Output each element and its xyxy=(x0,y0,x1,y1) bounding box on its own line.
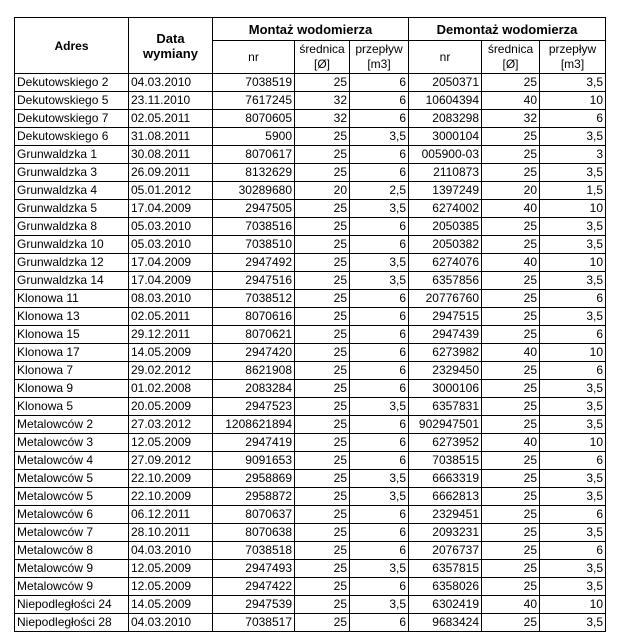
cell-demontaz-przeplyw: 6 xyxy=(540,110,606,128)
cell-montaz-srednica: 25 xyxy=(295,542,350,560)
table-row xyxy=(15,200,606,218)
cell-adres: Metalowców 7 xyxy=(15,524,129,542)
table-row xyxy=(15,182,606,200)
cell-montaz-nr: 8070637 xyxy=(213,506,295,524)
cell-montaz-przeplyw: 6 xyxy=(350,290,409,308)
cell-demontaz-nr: 2329450 xyxy=(409,362,482,380)
cell-demontaz-nr: 6357815 xyxy=(409,560,482,578)
cell-montaz-srednica: 25 xyxy=(295,218,350,236)
cell-montaz-srednica: 25 xyxy=(295,434,350,452)
cell-data: 22.10.2009 xyxy=(129,488,213,506)
cell-adres: Grunwaldzka 14 xyxy=(15,272,129,290)
cell-data: 06.12.2011 xyxy=(129,506,213,524)
cell-adres: Grunwaldzka 12 xyxy=(15,254,129,272)
cell-montaz-srednica: 25 xyxy=(295,128,350,146)
cell-data: 05.03.2010 xyxy=(129,236,213,254)
cell-montaz-przeplyw: 6 xyxy=(350,236,409,254)
cell-demontaz-srednica: 25 xyxy=(482,272,540,290)
cell-montaz-nr: 2947419 xyxy=(213,434,295,452)
header-adres: Adres xyxy=(15,18,129,74)
cell-demontaz-przeplyw: 6 xyxy=(540,362,606,380)
cell-demontaz-przeplyw: 3,5 xyxy=(540,74,606,92)
cell-demontaz-nr: 9683424 xyxy=(409,614,482,632)
header-demontaz: Demontaż wodomierza xyxy=(409,18,606,41)
cell-montaz-przeplyw: 6 xyxy=(350,362,409,380)
cell-demontaz-nr: 2329451 xyxy=(409,506,482,524)
cell-demontaz-przeplyw: 10 xyxy=(540,254,606,272)
cell-adres: Klonowa 11 xyxy=(15,290,129,308)
cell-montaz-przeplyw: 3,5 xyxy=(350,560,409,578)
cell-adres: Metalowców 6 xyxy=(15,506,129,524)
table-row xyxy=(15,128,606,146)
cell-montaz-srednica: 25 xyxy=(295,290,350,308)
cell-demontaz-srednica: 25 xyxy=(482,452,540,470)
cell-demontaz-przeplyw: 3,5 xyxy=(540,578,606,596)
cell-montaz-przeplyw: 6 xyxy=(350,164,409,182)
cell-montaz-nr: 2947493 xyxy=(213,560,295,578)
cell-montaz-srednica: 25 xyxy=(295,488,350,506)
table-row xyxy=(15,578,606,596)
cell-montaz-nr: 8070617 xyxy=(213,146,295,164)
cell-montaz-srednica: 25 xyxy=(295,146,350,164)
header-montaz-srednica: średnica [Ø] xyxy=(295,41,350,74)
cell-data: 23.11.2010 xyxy=(129,92,213,110)
cell-montaz-nr: 8070638 xyxy=(213,524,295,542)
header-montaz: Montaż wodomierza xyxy=(213,18,409,41)
cell-demontaz-srednica: 25 xyxy=(482,128,540,146)
cell-demontaz-srednica: 25 xyxy=(482,614,540,632)
cell-montaz-nr: 2947492 xyxy=(213,254,295,272)
cell-montaz-przeplyw: 3,5 xyxy=(350,254,409,272)
cell-montaz-przeplyw: 6 xyxy=(350,110,409,128)
cell-data: 20.05.2009 xyxy=(129,398,213,416)
table-row xyxy=(15,290,606,308)
cell-demontaz-nr: 2083298 xyxy=(409,110,482,128)
cell-demontaz-przeplyw: 6 xyxy=(540,452,606,470)
cell-data: 30.08.2011 xyxy=(129,146,213,164)
cell-demontaz-srednica: 40 xyxy=(482,200,540,218)
table-row xyxy=(15,236,606,254)
table-row xyxy=(15,326,606,344)
cell-data: 05.01.2012 xyxy=(129,182,213,200)
cell-montaz-srednica: 25 xyxy=(295,236,350,254)
cell-montaz-przeplyw: 3,5 xyxy=(350,128,409,146)
cell-montaz-przeplyw: 2,5 xyxy=(350,182,409,200)
cell-adres: Metalowców 4 xyxy=(15,452,129,470)
cell-montaz-przeplyw: 3,5 xyxy=(350,596,409,614)
cell-montaz-srednica: 25 xyxy=(295,452,350,470)
cell-montaz-srednica: 25 xyxy=(295,272,350,290)
cell-data: 29.12.2011 xyxy=(129,326,213,344)
cell-montaz-przeplyw: 6 xyxy=(350,74,409,92)
cell-data: 02.05.2011 xyxy=(129,308,213,326)
table-row xyxy=(15,434,606,452)
cell-data: 14.05.2009 xyxy=(129,344,213,362)
table-row xyxy=(15,308,606,326)
cell-demontaz-nr: 3000106 xyxy=(409,380,482,398)
cell-montaz-nr: 5900 xyxy=(213,128,295,146)
cell-adres: Klonowa 5 xyxy=(15,398,129,416)
cell-data: 04.03.2010 xyxy=(129,542,213,560)
cell-data: 26.09.2011 xyxy=(129,164,213,182)
cell-demontaz-srednica: 25 xyxy=(482,506,540,524)
cell-montaz-nr: 7038519 xyxy=(213,74,295,92)
cell-demontaz-nr: 6302419 xyxy=(409,596,482,614)
cell-data: 04.03.2010 xyxy=(129,74,213,92)
table-row xyxy=(15,74,606,92)
cell-demontaz-przeplyw: 10 xyxy=(540,434,606,452)
cell-demontaz-przeplyw: 10 xyxy=(540,344,606,362)
cell-montaz-przeplyw: 6 xyxy=(350,452,409,470)
cell-demontaz-srednica: 25 xyxy=(482,362,540,380)
cell-adres: Metalowców 2 xyxy=(15,416,129,434)
table-row xyxy=(15,92,606,110)
cell-data: 17.04.2009 xyxy=(129,200,213,218)
table-row xyxy=(15,272,606,290)
cell-montaz-nr: 2083284 xyxy=(213,380,295,398)
table-row xyxy=(15,416,606,434)
cell-montaz-srednica: 25 xyxy=(295,74,350,92)
cell-montaz-srednica: 25 xyxy=(295,470,350,488)
cell-montaz-nr: 2958872 xyxy=(213,488,295,506)
cell-demontaz-przeplyw: 10 xyxy=(540,92,606,110)
cell-data: 05.03.2010 xyxy=(129,218,213,236)
cell-data: 14.05.2009 xyxy=(129,596,213,614)
cell-montaz-nr: 2947516 xyxy=(213,272,295,290)
table-body xyxy=(15,74,606,632)
table-row xyxy=(15,614,606,632)
cell-montaz-srednica: 32 xyxy=(295,92,350,110)
cell-demontaz-srednica: 25 xyxy=(482,164,540,182)
cell-demontaz-srednica: 25 xyxy=(482,290,540,308)
cell-demontaz-nr: 6357831 xyxy=(409,398,482,416)
table-row xyxy=(15,542,606,560)
cell-demontaz-nr: 2110873 xyxy=(409,164,482,182)
cell-adres: Klonowa 9 xyxy=(15,380,129,398)
cell-montaz-srednica: 25 xyxy=(295,200,350,218)
cell-adres: Grunwaldzka 3 xyxy=(15,164,129,182)
cell-demontaz-nr: 005900-03 xyxy=(409,146,482,164)
cell-demontaz-nr: 6273982 xyxy=(409,344,482,362)
cell-adres: Grunwaldzka 4 xyxy=(15,182,129,200)
cell-montaz-srednica: 25 xyxy=(295,416,350,434)
cell-demontaz-srednica: 25 xyxy=(482,578,540,596)
header-montaz-przeplyw: przepływ [m3] xyxy=(350,41,409,74)
cell-data: 12.05.2009 xyxy=(129,560,213,578)
cell-montaz-srednica: 20 xyxy=(295,182,350,200)
cell-demontaz-przeplyw: 3,5 xyxy=(540,164,606,182)
cell-data: 28.10.2011 xyxy=(129,524,213,542)
cell-adres: Niepodległości 24 xyxy=(15,596,129,614)
cell-montaz-srednica: 25 xyxy=(295,344,350,362)
cell-data: 29.02.2012 xyxy=(129,362,213,380)
cell-demontaz-srednica: 40 xyxy=(482,92,540,110)
table-row xyxy=(15,488,606,506)
cell-demontaz-srednica: 25 xyxy=(482,380,540,398)
cell-montaz-przeplyw: 3,5 xyxy=(350,398,409,416)
cell-montaz-nr: 8621908 xyxy=(213,362,295,380)
cell-adres: Dekutowskiego 5 xyxy=(15,92,129,110)
cell-data: 12.05.2009 xyxy=(129,434,213,452)
table-row xyxy=(15,398,606,416)
table-row xyxy=(15,110,606,128)
cell-demontaz-przeplyw: 10 xyxy=(540,200,606,218)
table-row xyxy=(15,506,606,524)
cell-montaz-srednica: 25 xyxy=(295,362,350,380)
cell-demontaz-przeplyw: 10 xyxy=(540,596,606,614)
cell-demontaz-srednica: 25 xyxy=(482,236,540,254)
cell-adres: Klonowa 15 xyxy=(15,326,129,344)
cell-adres: Grunwaldzka 1 xyxy=(15,146,129,164)
cell-montaz-nr: 7038518 xyxy=(213,542,295,560)
cell-demontaz-nr: 2947515 xyxy=(409,308,482,326)
cell-adres: Niepodległości 28 xyxy=(15,614,129,632)
cell-montaz-nr: 8132629 xyxy=(213,164,295,182)
cell-montaz-nr: 2947523 xyxy=(213,398,295,416)
cell-montaz-nr: 7038516 xyxy=(213,218,295,236)
cell-demontaz-nr: 7038515 xyxy=(409,452,482,470)
cell-demontaz-przeplyw: 3,5 xyxy=(540,524,606,542)
table-row xyxy=(15,362,606,380)
cell-data: 04.03.2010 xyxy=(129,614,213,632)
cell-demontaz-nr: 6274076 xyxy=(409,254,482,272)
cell-demontaz-srednica: 20 xyxy=(482,182,540,200)
cell-demontaz-srednica: 40 xyxy=(482,434,540,452)
cell-data: 27.09.2012 xyxy=(129,452,213,470)
cell-data: 27.03.2012 xyxy=(129,416,213,434)
cell-montaz-nr: 7038517 xyxy=(213,614,295,632)
cell-demontaz-przeplyw: 6 xyxy=(540,506,606,524)
cell-demontaz-przeplyw: 3,5 xyxy=(540,470,606,488)
cell-adres: Dekutowskiego 6 xyxy=(15,128,129,146)
cell-demontaz-srednica: 25 xyxy=(482,470,540,488)
cell-demontaz-nr: 6358026 xyxy=(409,578,482,596)
cell-montaz-nr: 7038510 xyxy=(213,236,295,254)
table-row xyxy=(15,146,606,164)
cell-adres: Klonowa 7 xyxy=(15,362,129,380)
cell-montaz-nr: 2947505 xyxy=(213,200,295,218)
header-data-wymiany: Data wymiany xyxy=(129,18,213,74)
header-demontaz-nr: nr xyxy=(409,41,482,74)
cell-demontaz-przeplyw: 6 xyxy=(540,542,606,560)
cell-adres: Metalowców 8 xyxy=(15,542,129,560)
cell-demontaz-nr: 2050385 xyxy=(409,218,482,236)
cell-montaz-przeplyw: 6 xyxy=(350,92,409,110)
header-montaz-nr: nr xyxy=(213,41,295,74)
cell-montaz-srednica: 25 xyxy=(295,596,350,614)
cell-data: 31.08.2011 xyxy=(129,128,213,146)
cell-adres: Dekutowskiego 2 xyxy=(15,74,129,92)
cell-montaz-przeplyw: 3,5 xyxy=(350,470,409,488)
cell-demontaz-nr: 2076737 xyxy=(409,542,482,560)
cell-montaz-przeplyw: 6 xyxy=(350,326,409,344)
cell-data: 08.03.2010 xyxy=(129,290,213,308)
cell-adres: Metalowców 5 xyxy=(15,488,129,506)
cell-montaz-przeplyw: 6 xyxy=(350,506,409,524)
cell-data: 22.10.2009 xyxy=(129,470,213,488)
cell-demontaz-nr: 902947501 xyxy=(409,416,482,434)
cell-adres: Metalowców 9 xyxy=(15,560,129,578)
cell-montaz-srednica: 25 xyxy=(295,326,350,344)
cell-montaz-srednica: 25 xyxy=(295,308,350,326)
table-row xyxy=(15,452,606,470)
cell-data: 01.02.2008 xyxy=(129,380,213,398)
cell-demontaz-srednica: 25 xyxy=(482,416,540,434)
cell-demontaz-srednica: 25 xyxy=(482,74,540,92)
cell-montaz-srednica: 25 xyxy=(295,578,350,596)
cell-demontaz-przeplyw: 3 xyxy=(540,146,606,164)
cell-montaz-srednica: 25 xyxy=(295,164,350,182)
cell-demontaz-srednica: 25 xyxy=(482,398,540,416)
cell-demontaz-przeplyw: 3,5 xyxy=(540,272,606,290)
cell-demontaz-srednica: 25 xyxy=(482,488,540,506)
cell-demontaz-przeplyw: 3,5 xyxy=(540,236,606,254)
cell-montaz-nr: 8070605 xyxy=(213,110,295,128)
cell-montaz-przeplyw: 3,5 xyxy=(350,200,409,218)
cell-demontaz-srednica: 25 xyxy=(482,560,540,578)
meter-replacement-table xyxy=(14,17,606,632)
cell-demontaz-przeplyw: 3,5 xyxy=(540,380,606,398)
cell-adres: Dekutowskiego 7 xyxy=(15,110,129,128)
table-row xyxy=(15,344,606,362)
cell-demontaz-srednica: 40 xyxy=(482,596,540,614)
cell-demontaz-nr: 3000104 xyxy=(409,128,482,146)
cell-demontaz-srednica: 40 xyxy=(482,254,540,272)
cell-data: 12.05.2009 xyxy=(129,578,213,596)
cell-montaz-przeplyw: 6 xyxy=(350,308,409,326)
cell-demontaz-srednica: 25 xyxy=(482,146,540,164)
cell-data: 02.05.2011 xyxy=(129,110,213,128)
cell-montaz-przeplyw: 6 xyxy=(350,380,409,398)
cell-adres: Klonowa 17 xyxy=(15,344,129,362)
table-row xyxy=(15,218,606,236)
cell-adres: Metalowców 9 xyxy=(15,578,129,596)
cell-montaz-przeplyw: 6 xyxy=(350,218,409,236)
table-row xyxy=(15,254,606,272)
cell-demontaz-przeplyw: 1,5 xyxy=(540,182,606,200)
cell-demontaz-srednica: 25 xyxy=(482,542,540,560)
cell-demontaz-srednica: 25 xyxy=(482,326,540,344)
cell-demontaz-przeplyw: 3,5 xyxy=(540,308,606,326)
cell-montaz-nr: 2947422 xyxy=(213,578,295,596)
cell-demontaz-srednica: 32 xyxy=(482,110,540,128)
cell-montaz-nr: 8070621 xyxy=(213,326,295,344)
header-demontaz-srednica: średnica [Ø] xyxy=(482,41,540,74)
cell-montaz-srednica: 25 xyxy=(295,254,350,272)
cell-demontaz-nr: 6274002 xyxy=(409,200,482,218)
cell-montaz-nr: 7617245 xyxy=(213,92,295,110)
cell-montaz-przeplyw: 6 xyxy=(350,578,409,596)
cell-montaz-nr: 2947539 xyxy=(213,596,295,614)
cell-demontaz-nr: 2050382 xyxy=(409,236,482,254)
cell-montaz-nr: 8070616 xyxy=(213,308,295,326)
cell-montaz-srednica: 25 xyxy=(295,614,350,632)
cell-montaz-przeplyw: 6 xyxy=(350,542,409,560)
cell-montaz-srednica: 25 xyxy=(295,524,350,542)
cell-demontaz-przeplyw: 3,5 xyxy=(540,416,606,434)
cell-montaz-srednica: 25 xyxy=(295,398,350,416)
header-demontaz-przeplyw: przepływ [m3] xyxy=(540,41,606,74)
cell-data: 17.04.2009 xyxy=(129,272,213,290)
cell-demontaz-nr: 1397249 xyxy=(409,182,482,200)
cell-montaz-przeplyw: 6 xyxy=(350,524,409,542)
cell-montaz-przeplyw: 3,5 xyxy=(350,272,409,290)
cell-demontaz-srednica: 25 xyxy=(482,524,540,542)
cell-montaz-przeplyw: 6 xyxy=(350,146,409,164)
cell-montaz-nr: 30289680 xyxy=(213,182,295,200)
cell-adres: Metalowców 3 xyxy=(15,434,129,452)
cell-montaz-srednica: 25 xyxy=(295,506,350,524)
cell-demontaz-nr: 2093231 xyxy=(409,524,482,542)
cell-montaz-nr: 2958869 xyxy=(213,470,295,488)
cell-montaz-nr: 9091653 xyxy=(213,452,295,470)
cell-adres: Grunwaldzka 10 xyxy=(15,236,129,254)
table-row xyxy=(15,524,606,542)
cell-montaz-srednica: 25 xyxy=(295,560,350,578)
cell-demontaz-przeplyw: 3,5 xyxy=(540,560,606,578)
cell-montaz-przeplyw: 6 xyxy=(350,344,409,362)
cell-demontaz-srednica: 25 xyxy=(482,218,540,236)
cell-demontaz-nr: 6663319 xyxy=(409,470,482,488)
cell-demontaz-nr: 6357856 xyxy=(409,272,482,290)
cell-demontaz-nr: 20776760 xyxy=(409,290,482,308)
cell-demontaz-przeplyw: 3,5 xyxy=(540,128,606,146)
cell-demontaz-przeplyw: 3,5 xyxy=(540,614,606,632)
cell-montaz-nr: 1208621894 xyxy=(213,416,295,434)
cell-adres: Metalowców 5 xyxy=(15,470,129,488)
cell-demontaz-przeplyw: 6 xyxy=(540,290,606,308)
cell-demontaz-srednica: 40 xyxy=(482,344,540,362)
cell-demontaz-nr: 6662813 xyxy=(409,488,482,506)
cell-demontaz-przeplyw: 3,5 xyxy=(540,218,606,236)
cell-montaz-przeplyw: 3,5 xyxy=(350,488,409,506)
table-row xyxy=(15,560,606,578)
table-row xyxy=(15,380,606,398)
cell-data: 17.04.2009 xyxy=(129,254,213,272)
cell-demontaz-srednica: 25 xyxy=(482,308,540,326)
cell-demontaz-nr: 6273952 xyxy=(409,434,482,452)
table-row xyxy=(15,470,606,488)
cell-montaz-przeplyw: 6 xyxy=(350,416,409,434)
cell-montaz-srednica: 25 xyxy=(295,380,350,398)
cell-demontaz-nr: 2947439 xyxy=(409,326,482,344)
cell-montaz-przeplyw: 6 xyxy=(350,614,409,632)
cell-demontaz-nr: 10604394 xyxy=(409,92,482,110)
cell-demontaz-nr: 2050371 xyxy=(409,74,482,92)
cell-montaz-nr: 2947420 xyxy=(213,344,295,362)
cell-adres: Klonowa 13 xyxy=(15,308,129,326)
cell-montaz-srednica: 32 xyxy=(295,110,350,128)
cell-demontaz-przeplyw: 6 xyxy=(540,326,606,344)
cell-montaz-nr: 7038512 xyxy=(213,290,295,308)
table-row xyxy=(15,596,606,614)
cell-adres: Grunwaldzka 5 xyxy=(15,200,129,218)
table-row xyxy=(15,164,606,182)
cell-demontaz-przeplyw: 3,5 xyxy=(540,398,606,416)
cell-demontaz-przeplyw: 3,5 xyxy=(540,488,606,506)
cell-adres: Grunwaldzka 8 xyxy=(15,218,129,236)
cell-montaz-przeplyw: 6 xyxy=(350,434,409,452)
